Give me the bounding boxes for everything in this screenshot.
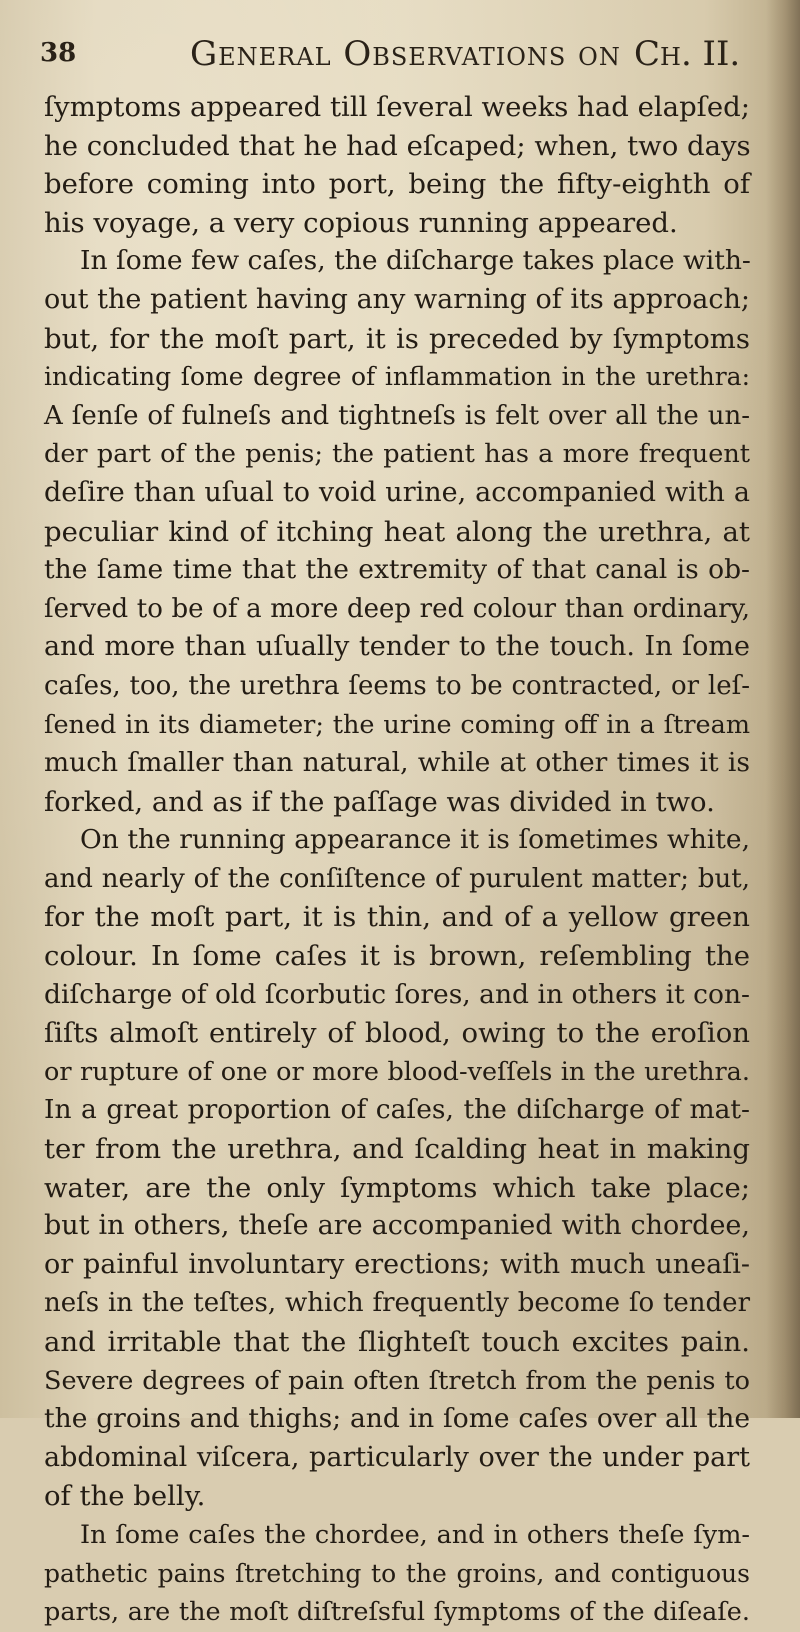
text-line: diſcharge of old ſcorbutic ſores, and in others it con-	[44, 978, 750, 1010]
text-line: colour. In ſome caſes it is brown, reſembling the	[44, 940, 750, 973]
text-line: ſened in its diameter; the urine coming off in a ſtream	[44, 709, 750, 740]
text-line: or painful involuntary erections; with much uneaſi-	[44, 1248, 750, 1280]
text-line: the ſame time that the extremity of that canal is ob-	[44, 554, 750, 586]
text-line: of the belly.	[44, 1480, 206, 1513]
page-header	[40, 28, 760, 84]
text-line: A ſenſe of fulneſs and tightneſs is felt over all the un-	[44, 400, 750, 431]
text-line: pathetic pains ſtretching to the groins, and contiguous	[44, 1558, 750, 1588]
text-line: and more than uſually tender to the touch. In ſome	[44, 631, 750, 663]
text-line: water, are the only ſymptoms which take place;	[44, 1171, 750, 1204]
text-line: and irritable that the ſlighteſt touch excites pain.	[44, 1326, 750, 1358]
text-line: for the moſt part, it is thin, and of a yellow green	[44, 901, 750, 934]
text-line: ter from the urethra, and ſcalding heat in making	[44, 1133, 750, 1166]
text-line: out the patient having any warning of its approach;	[44, 283, 750, 315]
text-line: ſymptoms appeared till ſeveral weeks had elapſed;	[44, 91, 750, 123]
text-line: he concluded that he had eſcaped; when, two days	[44, 129, 751, 162]
text-line: ſerved to be of a more deep red colour than ordinary,	[44, 593, 750, 624]
text-line: before coming into port, being the fifty-eighth of	[44, 168, 750, 201]
text-line: and nearly of the conſiſtence of purulent matter; but,	[44, 863, 750, 894]
text-line: In ſome few caſes, the diſcharge takes place with-	[80, 245, 751, 277]
text-line: forked, and as if the paſſage was divided in two.	[44, 785, 715, 818]
text-line: On the running appearance it is ſometimes white,	[80, 824, 750, 856]
text-line: his voyage, a very copious running appeared.	[44, 206, 678, 239]
text-line: parts, are the moſt diſtreſsful ſymptoms of the diſeaſe.	[44, 1597, 750, 1628]
running-title: General Observations on	[190, 34, 621, 74]
text-line: but, for the moſt part, it is preceded by ſymptoms	[44, 322, 750, 355]
text-line: In ſome caſes the chordee, and in others theſe ſym-	[80, 1519, 750, 1550]
text-line: or rupture of one or more blood-veſſels in the urethra.	[44, 1056, 750, 1087]
text-line: In a great proportion of caſes, the diſcharge of mat-	[44, 1094, 750, 1126]
text-line: peculiar kind of itching heat along the urethra, at	[44, 515, 750, 548]
text-line: neſs in the teſtes, which frequently become ſo tender	[44, 1288, 750, 1319]
text-line: but in others, theſe are accompanied with chordee,	[44, 1210, 750, 1242]
text-line: deſire than uſual to void urine, accompanied with a	[44, 476, 750, 508]
text-line: much ſmaller than natural, while at other times it is	[44, 747, 750, 779]
text-line: abdominal viſcera, particularly over the under part	[44, 1441, 750, 1473]
page-gutter-shadow	[766, 0, 800, 1418]
chapter-label: Ch. II.	[634, 34, 741, 74]
text-line: indicating ſome degree of inflammation in the urethra:	[44, 362, 750, 392]
text-line: der part of the penis; the patient has a more frequent	[44, 439, 750, 470]
text-line: the groins and thighs; and in ſome caſes over all the	[44, 1403, 750, 1435]
text-line: ſiſts almoſt entirely of blood, owing to the eroſion	[44, 1017, 750, 1050]
text-line: caſes, too, the urethra ſeems to be contracted, or leſ-	[44, 670, 750, 701]
body-text	[44, 88, 750, 1632]
text-line: Severe degrees of pain often ſtretch from the penis to	[44, 1365, 750, 1396]
page-number: 38	[40, 38, 77, 68]
